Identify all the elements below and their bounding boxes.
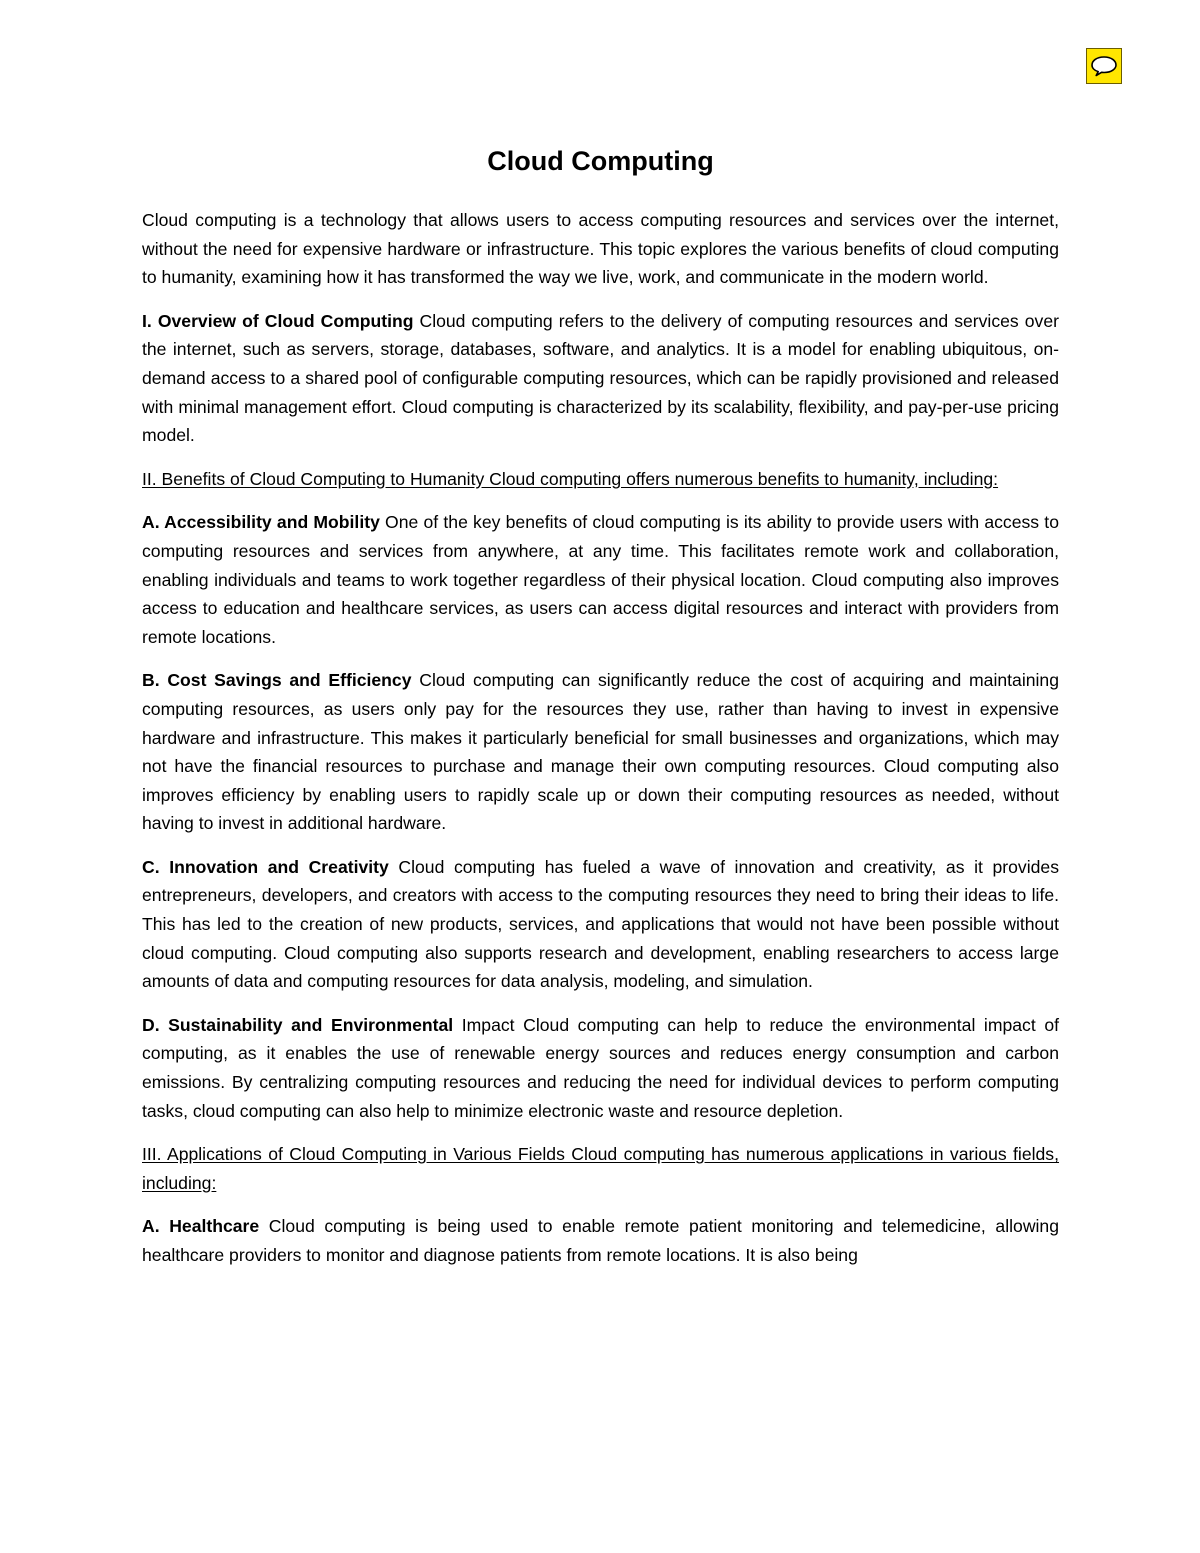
- intro-paragraph: Cloud computing is a technology that allows users to access computing resources and services over the internet, without the need for expensive hardware or infrastructure. This topic explores the various benefits of cloud computing to humanity, examining how it has transformed the way we live, work, and communicate in the modern world.: [142, 210, 1059, 288]
- benefit-cost-savings-heading: B. Cost Savings and Efficiency: [142, 670, 412, 691]
- application-healthcare-body: Cloud computing is being used to enable remote patient monitoring and telemedicine, allowing healthcare providers to monitor and diagnose patients from remote locations. It is also being: [142, 1216, 1060, 1265]
- comment-icon[interactable]: [1086, 48, 1122, 84]
- section-overview-heading: I. Overview of Cloud Computing: [142, 310, 414, 331]
- benefit-accessibility-heading: A. Accessibility and Mobility: [142, 512, 380, 533]
- section-overview-body: Cloud computing refers to the delivery of computing resources and services over the internet, such as servers, storage, databases, software, and analytics. It is a model for enabling ubiquitous, on-demand access to a shared pool of configurable computing resources, which can be rapidly provisioned and released with minimal management effort. Cloud computing is characterized by its scalability, flexibility, and pay-per-use pricing model.: [142, 310, 1059, 446]
- application-healthcare: [142, 1212, 1059, 1269]
- document-title: Cloud Computing: [487, 146, 714, 176]
- application-healthcare-heading: A. Healthcare: [142, 1216, 260, 1237]
- benefit-accessibility: [142, 508, 1059, 651]
- section-benefits-heading: II. Benefits of Cloud Computing to Humanity Cloud computing offers numerous benefits to humanity, including:: [142, 468, 999, 489]
- benefit-innovation-heading: C. Innovation and Creativity: [142, 856, 389, 877]
- benefit-accessibility-body: One of the key benefits of cloud computing is its ability to provide users with access to computing resources and services from anywhere, at any time. This facilitates remote work and collaboration, enabling individuals and teams to work together regardless of their physical location. Cloud computing also improves access to education and healthcare services, as users can access digital resources and interact with providers from remote locations.: [142, 512, 1059, 647]
- benefit-cost-savings-body: Cloud computing can significantly reduce the cost of acquiring and maintaining computing resources, as users only pay for the resources they use, rather than having to invest in expensive hardware and infrastructure. This makes it particularly beneficial for small businesses and organizations, which may not have the financial resources to purchase and manage their own computing resources. Cloud computing also improves efficiency by enabling users to rapidly scale up or down their computing resources as needed, without having to invest in additional hardware.: [142, 670, 1059, 834]
- section-applications-heading: III. Applications of Cloud Computing in Various Fields Cloud computing has numerous applications in various fields, including:: [142, 1144, 1059, 1193]
- benefit-innovation-body: Cloud computing has fueled a wave of innovation and creativity, as it provides entrepreneurs, developers, and creators with access to the computing resources they need to bring their ideas to life. This has led to the creation of new products, services, and applications that would not have been possible without cloud computing. Cloud computing also supports research and development, enabling researchers to access large amounts of data and computing resources for data analysis, modeling, and simulation.: [142, 856, 1059, 992]
- benefit-cost-savings: [142, 666, 1059, 838]
- document-page: [142, 140, 1059, 1285]
- benefit-sustainability: [142, 1011, 1059, 1125]
- speech-bubble-icon: [1090, 55, 1118, 77]
- benefit-sustainability-heading: D. Sustainability and Environmental: [142, 1014, 454, 1035]
- section-overview: [142, 307, 1059, 450]
- benefit-sustainability-body: Impact Cloud computing can help to reduce the environmental impact of computing, as it enables the use of renewable energy sources and reduces energy consumption and carbon emissions. By centralizing computing resources and reducing the need for individual devices to perform computing tasks, cloud computing can also help to minimize electronic waste and resource depletion.: [142, 1014, 1059, 1121]
- benefit-innovation: [142, 853, 1059, 996]
